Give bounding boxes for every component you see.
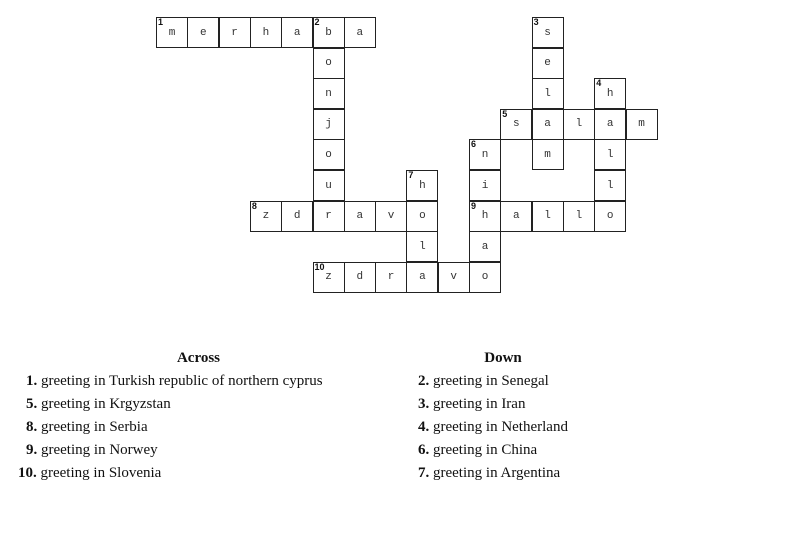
- cell-letter: s: [512, 118, 520, 131]
- clue-text: greeting in Serbia: [41, 419, 148, 435]
- down-clue: [418, 370, 588, 393]
- cell-letter: o: [325, 57, 332, 70]
- across-clues: [18, 347, 371, 485]
- crossword-cell[interactable]: [313, 201, 345, 232]
- cell-letter: m: [168, 26, 176, 39]
- clue-number-label: 1: [158, 17, 164, 27]
- cell-letter: o: [606, 210, 614, 223]
- crossword-cell[interactable]: [313, 109, 345, 140]
- crossword-cell[interactable]: [469, 139, 501, 170]
- clue-number-label: 6: [471, 139, 477, 150]
- cell-letter: l: [544, 87, 551, 100]
- cell-letter: a: [481, 240, 489, 253]
- clue-text: greeting in Argentina: [433, 465, 561, 481]
- across-clue: [26, 416, 371, 439]
- clue-text: greeting in Norwey: [41, 442, 158, 458]
- cell-letter: a: [356, 26, 364, 39]
- across-heading: Across: [176, 350, 221, 366]
- cell-letter: m: [544, 148, 551, 161]
- clue-text: greeting in Turkish republic of northern cyprus: [41, 373, 323, 389]
- crossword-cell[interactable]: [500, 201, 532, 232]
- crossword-cell[interactable]: [250, 201, 282, 232]
- clue-text: greeting in Netherland: [433, 419, 568, 435]
- across-clue: [26, 439, 371, 462]
- crossword-cell[interactable]: [375, 201, 407, 232]
- crossword-cell[interactable]: [532, 109, 564, 140]
- crossword-cell[interactable]: [469, 231, 501, 262]
- cell-letter: l: [419, 240, 426, 253]
- cell-letter: u: [325, 179, 332, 192]
- crossword-cell[interactable]: [219, 17, 251, 48]
- crossword-cell[interactable]: [438, 262, 470, 293]
- cell-letter: r: [231, 26, 238, 39]
- crossword-cell[interactable]: [532, 48, 564, 79]
- clue-number-label: 7: [408, 170, 414, 180]
- clue-text: greeting in Krgyzstan: [41, 396, 171, 412]
- down-clue: [418, 393, 588, 416]
- cell-letter: j: [325, 118, 332, 131]
- down-clue: [418, 439, 588, 462]
- crossword-cell[interactable]: [532, 78, 564, 109]
- cell-letter: a: [293, 26, 301, 39]
- crossword-cell[interactable]: [469, 170, 501, 201]
- clue-text: greeting in Iran: [433, 396, 526, 412]
- crossword-cell[interactable]: [313, 262, 345, 293]
- across-clue: [18, 462, 371, 485]
- clue-number-label: 4: [596, 78, 602, 89]
- clue-number: 4.: [418, 419, 430, 435]
- crossword-cell[interactable]: [469, 262, 501, 293]
- crossword-cell[interactable]: [406, 170, 438, 201]
- cell-letter: h: [606, 87, 614, 100]
- crossword-cell[interactable]: [344, 262, 376, 293]
- crossword-cell[interactable]: [313, 170, 345, 201]
- cell-letter: d: [293, 210, 301, 223]
- cell-letter: o: [481, 271, 489, 284]
- cell-letter: a: [419, 271, 426, 284]
- clue-number: 7.: [418, 465, 430, 481]
- cell-letter: l: [575, 118, 583, 131]
- crossword-cell[interactable]: [344, 17, 376, 48]
- cell-letter: a: [356, 210, 364, 223]
- crossword-cell[interactable]: [313, 17, 345, 48]
- crossword-cell[interactable]: [281, 17, 313, 48]
- clue-number: 1.: [26, 373, 38, 389]
- cell-letter: s: [544, 26, 551, 39]
- crossword-cell[interactable]: [406, 231, 438, 262]
- cell-letter: r: [325, 210, 332, 223]
- crossword-cell[interactable]: [250, 17, 282, 48]
- clue-number-label: 3: [533, 17, 539, 27]
- clue-number: 5.: [26, 396, 38, 412]
- cell-letter: o: [325, 148, 332, 161]
- cell-letter: h: [481, 210, 489, 223]
- crossword-cell[interactable]: [594, 109, 626, 140]
- clue-number: 6.: [418, 442, 430, 458]
- crossword-cell[interactable]: [594, 139, 626, 170]
- down-clues: [418, 347, 588, 485]
- cell-letter: v: [450, 271, 457, 284]
- crossword-cell[interactable]: [313, 139, 345, 170]
- cell-letter: l: [606, 148, 614, 161]
- crossword-cell[interactable]: [532, 139, 564, 170]
- crossword-cell[interactable]: [187, 17, 219, 48]
- down-clue: [418, 416, 588, 439]
- down-clue: [418, 462, 588, 485]
- crossword-cell[interactable]: [469, 201, 501, 232]
- crossword-cell[interactable]: [313, 78, 345, 109]
- clue-number-label: 2: [314, 17, 320, 27]
- crossword-cell[interactable]: [375, 262, 407, 293]
- cell-letter: n: [325, 87, 332, 100]
- clue-number: 2.: [418, 373, 430, 389]
- crossword-cell[interactable]: [594, 170, 626, 201]
- crossword-cell[interactable]: [594, 78, 626, 109]
- crossword-cell[interactable]: [344, 201, 376, 232]
- cell-letter: b: [325, 26, 332, 39]
- crossword-cell[interactable]: [532, 201, 564, 232]
- crossword-cell[interactable]: [500, 109, 532, 140]
- across-clue: [26, 370, 371, 393]
- crossword-cell[interactable]: [406, 201, 438, 232]
- cell-letter: h: [419, 179, 426, 192]
- cell-letter: a: [606, 118, 614, 131]
- cell-letter: a: [544, 118, 551, 131]
- clue-text: greeting in Slovenia: [40, 465, 162, 481]
- cell-letter: e: [199, 26, 207, 39]
- crossword-cell[interactable]: [281, 201, 313, 232]
- cell-letter: d: [356, 271, 364, 284]
- cell-letter: v: [387, 210, 395, 223]
- cell-letter: l: [544, 210, 551, 223]
- crossword-cell[interactable]: [532, 17, 564, 48]
- cell-letter: m: [638, 118, 645, 131]
- clue-number-label: 10: [314, 261, 325, 272]
- clue-text: greeting in China: [433, 442, 538, 458]
- cell-letter: z: [262, 210, 270, 223]
- crossword-cell[interactable]: [313, 48, 345, 79]
- cell-letter: n: [481, 148, 489, 161]
- cell-letter: r: [387, 271, 395, 284]
- cell-letter: o: [419, 210, 426, 223]
- across-clue: [26, 393, 371, 416]
- clue-number-label: 8: [251, 200, 257, 211]
- clue-number-label: 9: [471, 200, 477, 211]
- crossword-cell[interactable]: [626, 109, 658, 140]
- crossword-cell[interactable]: [563, 201, 595, 232]
- cell-letter: e: [544, 57, 551, 70]
- clue-number-label: 5: [502, 108, 508, 119]
- cell-letter: h: [262, 26, 270, 39]
- clue-number: 10.: [18, 465, 37, 481]
- clue-text: greeting in Senegal: [433, 373, 549, 389]
- crossword-cell[interactable]: [406, 262, 438, 293]
- clue-number: 3.: [418, 396, 430, 412]
- clue-number: 8.: [26, 419, 38, 435]
- crossword-cell[interactable]: [156, 17, 188, 48]
- cell-letter: l: [606, 179, 614, 192]
- cell-letter: z: [325, 271, 332, 284]
- crossword-cell[interactable]: [594, 201, 626, 232]
- down-heading: Down: [484, 350, 522, 366]
- cell-letter: i: [481, 179, 489, 192]
- cell-letter: a: [512, 210, 520, 223]
- cell-letter: l: [575, 210, 583, 223]
- crossword-cell[interactable]: [563, 109, 595, 140]
- clue-number: 9.: [26, 442, 38, 458]
